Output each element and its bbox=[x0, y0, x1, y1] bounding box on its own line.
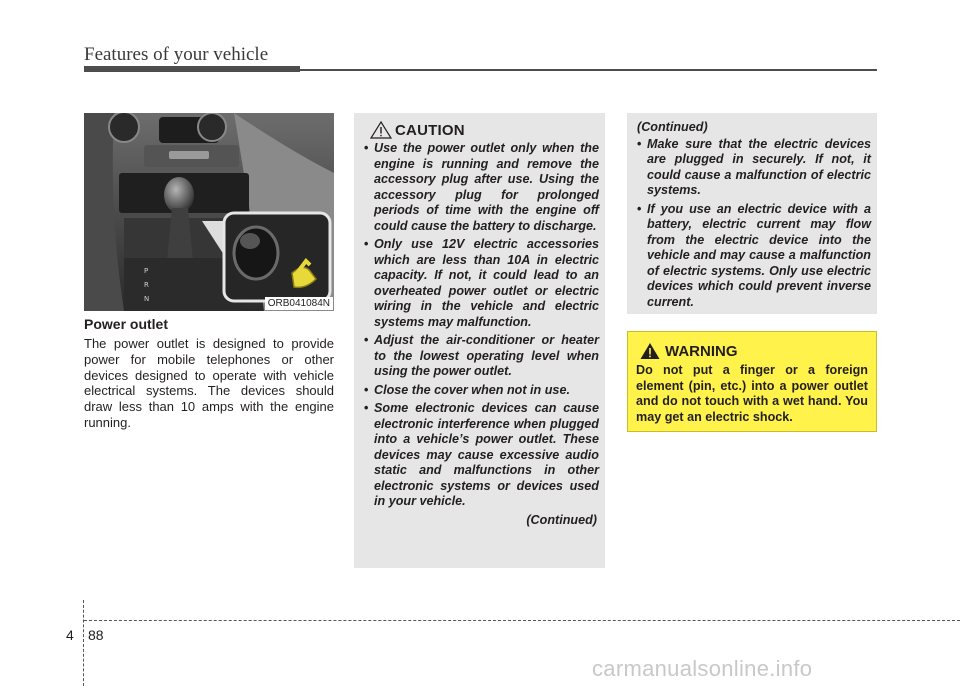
gear-letter-n: N bbox=[144, 295, 150, 303]
section-body: The power outlet is designed to provide power for mobile telephones or other devices designed to operate with vehicle electrical systems. The devices should draw less than 10 amps with the engine running. bbox=[84, 336, 334, 430]
caution-box bbox=[354, 113, 605, 568]
continued-heading: (Continued) bbox=[637, 120, 708, 134]
gear-letter-r: R bbox=[144, 281, 149, 289]
caution-item: • Some electronic devices can cause electronic interference when plugged into a vehicle’s power outlet. These devices may cause excessive audio static and malfunctions in other electronic systems or devices used in your vehicle. bbox=[364, 401, 599, 510]
caution-continued-label: (Continued) bbox=[526, 512, 597, 527]
warning-heading: WARNING bbox=[665, 342, 738, 360]
caution-item: • Use the power outlet only when the engine is running and remove the accessory plug after use. Using the accessory plug for prolonged periods of time with the engine off could cause the battery to discharge. bbox=[364, 141, 599, 234]
page-number: 88 bbox=[88, 627, 104, 643]
warning-text: Do not put a finger or a foreign element (pin, etc.) into a power outlet and do not touch with a wet hand. You may get an electric shock. bbox=[636, 363, 868, 424]
caution-heading: CAUTION bbox=[395, 121, 465, 139]
continued-list bbox=[637, 137, 871, 311]
footer-vertical-rule bbox=[83, 600, 84, 686]
continued-item: • Make sure that the electric devices are plugged in securely. If not, it could cause a malfunction of electric systems. bbox=[637, 137, 871, 199]
figure-caption: ORB041084N bbox=[265, 297, 333, 310]
gear-letter-p: P bbox=[144, 267, 149, 275]
chapter-number: 4 bbox=[66, 627, 74, 643]
caution-list bbox=[364, 141, 599, 510]
header-rule-thin bbox=[300, 69, 877, 71]
caution-triangle-icon bbox=[370, 121, 392, 139]
caution-item: • Only use 12V electric accessories which are less than 10A in electric capacity. If not, it could lead to an overheated power outlet or electric wiring in the vehicle and electric systems may malfunction. bbox=[364, 237, 599, 330]
page-header-title: Features of your vehicle bbox=[84, 44, 269, 65]
header-rule-thick bbox=[84, 66, 300, 72]
caution-continued-box bbox=[627, 113, 877, 314]
warning-triangle-icon bbox=[640, 342, 660, 360]
watermark: carmanualsonline.info bbox=[592, 656, 813, 681]
caution-header bbox=[370, 121, 599, 139]
warning-header bbox=[640, 342, 868, 360]
continued-item: • If you use an electric device with a battery, electric current may flow from the electric device into the vehicle and may cause a malfunction of electric systems. Only use electric devices which could prevent inverse current. bbox=[637, 202, 871, 311]
power-outlet-photo bbox=[84, 113, 334, 311]
footer-rule bbox=[84, 620, 960, 621]
caution-item: • Close the cover when not in use. bbox=[364, 383, 599, 399]
section-title: Power outlet bbox=[84, 316, 169, 332]
warning-box bbox=[627, 331, 877, 432]
caution-item: • Adjust the air-conditioner or heater to the lowest operating level when using the power outlet. bbox=[364, 333, 599, 380]
